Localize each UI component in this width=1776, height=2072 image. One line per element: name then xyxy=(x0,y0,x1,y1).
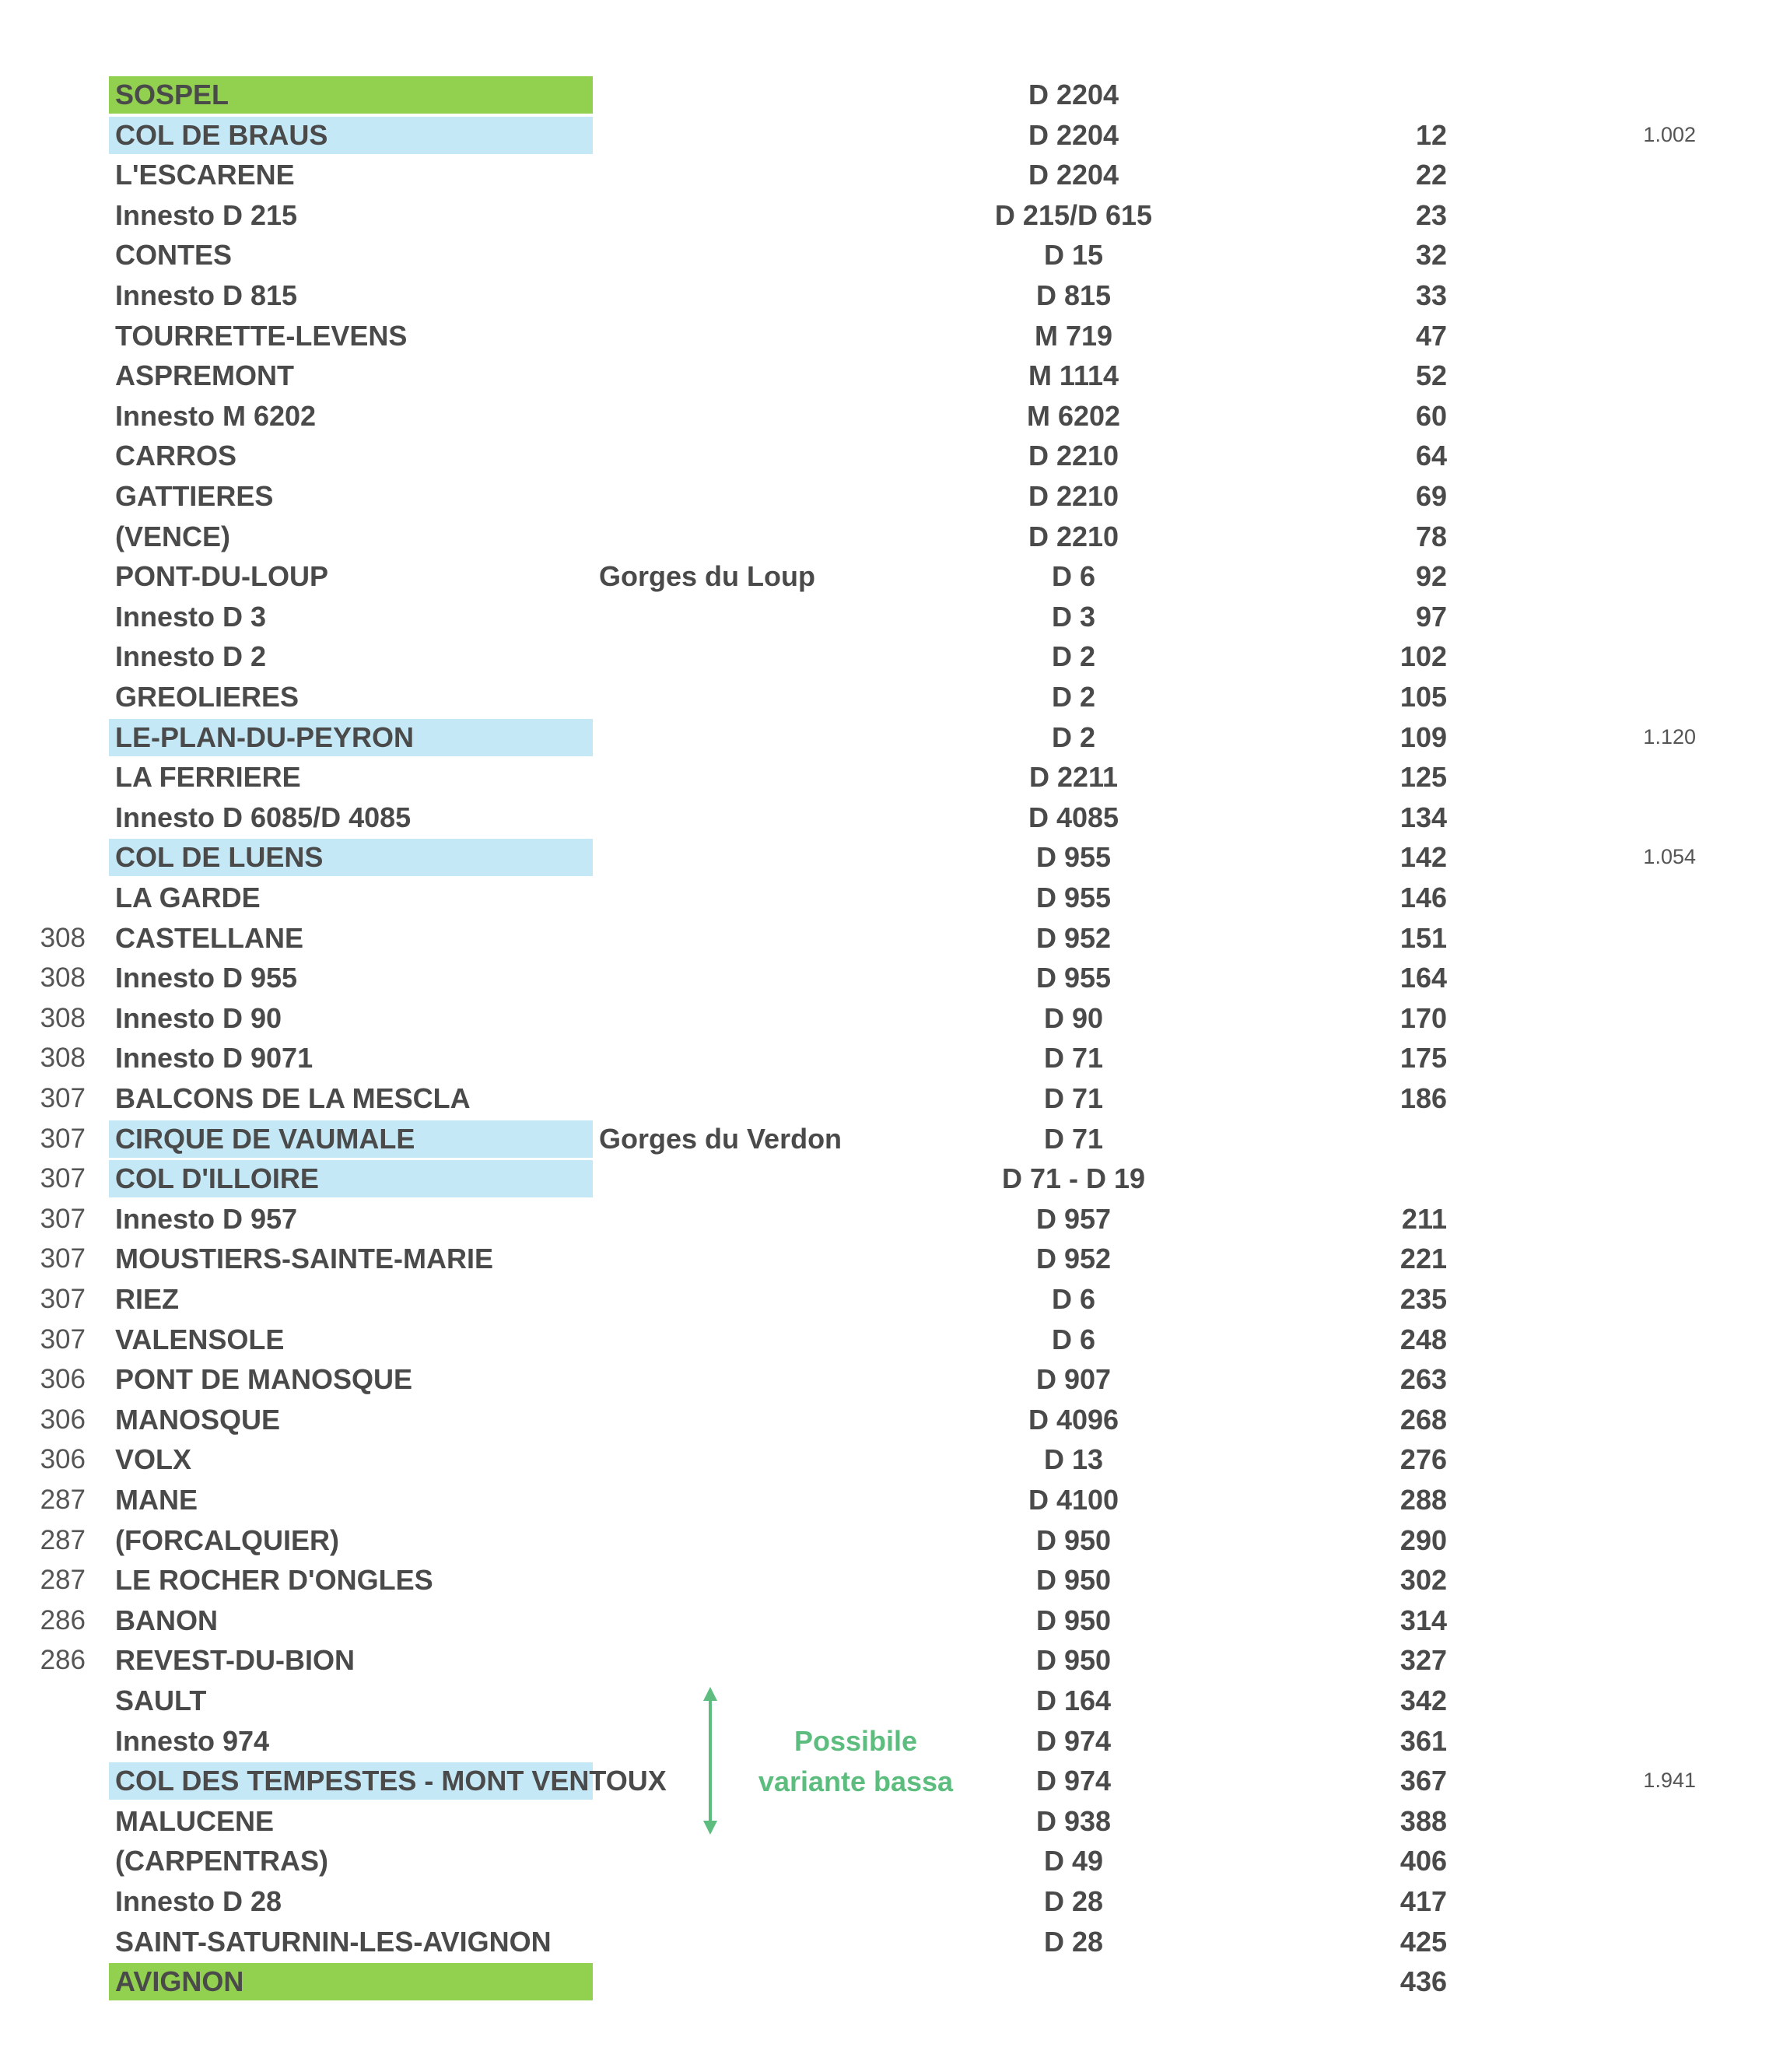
place-name: Innesto M 6202 xyxy=(115,399,317,432)
place-name: CIRQUE DE VAUMALE xyxy=(115,1122,415,1155)
cumulative-km: 33 xyxy=(1415,279,1447,311)
route-row xyxy=(0,597,1776,637)
map-sheet-number: 308 xyxy=(40,1043,86,1074)
cumulative-km: 97 xyxy=(1415,600,1447,633)
place-name: TOURRETTE-LEVENS xyxy=(115,319,408,352)
map-sheet-number: 308 xyxy=(40,1002,86,1033)
place-name: LA GARDE xyxy=(115,882,261,913)
cumulative-km: 92 xyxy=(1415,560,1447,593)
route-row xyxy=(0,998,1776,1039)
place-name: Innesto D 2 xyxy=(115,640,267,673)
road-number: D 938 xyxy=(1035,1804,1112,1837)
cumulative-km: 388 xyxy=(1399,1804,1447,1837)
road-number: D 49 xyxy=(1043,1845,1104,1877)
road-number: D 2211 xyxy=(1028,761,1119,794)
altitude: 1.941 xyxy=(1643,1769,1696,1793)
cumulative-km: 52 xyxy=(1415,359,1447,392)
place-name: SAINT-SATURNIN-LES-AVIGNON xyxy=(115,1925,552,1958)
route-row xyxy=(0,155,1776,195)
cumulative-km: 12 xyxy=(1415,118,1447,151)
road-number: D 950 xyxy=(1035,1523,1112,1556)
road-number: M 1114 xyxy=(1028,359,1119,392)
road-number: D 955 xyxy=(1035,962,1112,994)
cumulative-km: 142 xyxy=(1399,841,1447,874)
route-row xyxy=(0,1078,1776,1119)
route-row xyxy=(0,1560,1776,1600)
route-row xyxy=(0,1119,1776,1159)
route-row xyxy=(0,556,1776,597)
cumulative-km: 290 xyxy=(1399,1523,1447,1556)
place-name: GREOLIERES xyxy=(115,681,300,713)
road-number: D 28 xyxy=(1043,1925,1104,1958)
cumulative-km: 186 xyxy=(1399,1082,1447,1114)
road-number: D 950 xyxy=(1035,1644,1112,1677)
road-number: D 974 xyxy=(1035,1724,1112,1757)
variant-note-line2: variante bassa xyxy=(758,1765,954,1797)
place-name: MOUSTIERS-SAINTE-MARIE xyxy=(115,1243,493,1275)
route-row xyxy=(0,275,1776,316)
route-row xyxy=(0,115,1776,156)
road-number: D 4100 xyxy=(1028,1484,1119,1516)
cumulative-km: 327 xyxy=(1399,1644,1447,1677)
cumulative-km: 125 xyxy=(1399,761,1447,794)
route-row xyxy=(0,1801,1776,1842)
road-number: D 957 xyxy=(1035,1202,1112,1235)
road-number: D 164 xyxy=(1035,1685,1112,1716)
place-name: MANE xyxy=(115,1484,198,1516)
cumulative-km: 69 xyxy=(1415,480,1447,512)
route-row xyxy=(0,1480,1776,1520)
place-name: LE-PLAN-DU-PEYRON xyxy=(115,720,414,753)
place-name: COL DE BRAUS xyxy=(115,118,328,151)
cumulative-km: 276 xyxy=(1399,1443,1447,1476)
route-row xyxy=(0,1841,1776,1881)
cumulative-km: 109 xyxy=(1399,720,1447,753)
place-name: SOSPEL xyxy=(115,79,229,110)
road-number: D 71 xyxy=(1043,1122,1104,1155)
road-number: D 2204 xyxy=(1028,79,1119,110)
cumulative-km: 134 xyxy=(1399,801,1447,833)
route-row xyxy=(0,1359,1776,1400)
road-number: D 215/D 615 xyxy=(994,198,1153,231)
place-name: CASTELLANE xyxy=(115,921,303,954)
place-name: CONTES xyxy=(115,239,233,272)
place-name: Innesto D 9071 xyxy=(115,1042,314,1075)
place-name: REVEST-DU-BION xyxy=(115,1644,356,1677)
road-number: D 815 xyxy=(1035,279,1112,311)
cumulative-km: 146 xyxy=(1399,882,1447,913)
place-name: PONT DE MANOSQUE xyxy=(115,1363,413,1396)
map-sheet-number: 307 xyxy=(40,1203,86,1234)
cumulative-km: 151 xyxy=(1399,921,1447,954)
route-row xyxy=(0,1439,1776,1480)
route-row xyxy=(0,798,1776,838)
road-number: D 2210 xyxy=(1028,440,1119,472)
road-number: D 2 xyxy=(1051,720,1096,753)
cumulative-km: 22 xyxy=(1415,159,1447,191)
map-sheet-number: 307 xyxy=(40,1243,86,1274)
scenic-note: Gorges du Loup xyxy=(599,560,815,593)
route-row xyxy=(0,1922,1776,1962)
route-row xyxy=(0,1320,1776,1360)
place-name: MANOSQUE xyxy=(115,1403,281,1436)
cumulative-km: 406 xyxy=(1399,1845,1447,1877)
cumulative-km: 170 xyxy=(1399,1001,1447,1034)
map-sheet-number: 286 xyxy=(40,1645,86,1676)
cumulative-km: 436 xyxy=(1399,1965,1447,1998)
map-sheet-number: 307 xyxy=(40,1083,86,1113)
road-number: D 71 - D 19 xyxy=(1001,1162,1146,1195)
map-sheet-number: 308 xyxy=(40,922,86,953)
place-name: (CARPENTRAS) xyxy=(115,1845,328,1877)
road-number: D 15 xyxy=(1043,239,1104,272)
place-name: ASPREMONT xyxy=(115,359,295,392)
variant-note-line1: Possibile xyxy=(793,1725,918,1757)
cumulative-km: 175 xyxy=(1399,1042,1447,1075)
place-name: RIEZ xyxy=(115,1283,180,1315)
place-name: COL D'ILLOIRE xyxy=(115,1162,319,1195)
road-number: M 719 xyxy=(1034,319,1113,352)
route-row xyxy=(0,1038,1776,1078)
route-row xyxy=(0,717,1776,758)
route-row xyxy=(0,195,1776,236)
route-row xyxy=(0,476,1776,517)
altitude: 1.054 xyxy=(1643,845,1696,869)
place-name: LE ROCHER D'ONGLES xyxy=(115,1564,433,1597)
map-sheet-number: 307 xyxy=(40,1323,86,1355)
road-number: D 2204 xyxy=(1028,159,1119,191)
place-name: Innesto D 957 xyxy=(115,1202,298,1235)
route-row xyxy=(0,757,1776,798)
route-row xyxy=(0,235,1776,275)
route-row xyxy=(0,1681,1776,1721)
place-name: L'ESCARENE xyxy=(115,159,295,191)
cumulative-km: 342 xyxy=(1399,1685,1447,1716)
road-number: D 13 xyxy=(1043,1443,1104,1476)
place-name: CARROS xyxy=(115,440,237,472)
cumulative-km: 164 xyxy=(1399,962,1447,994)
place-name: SAULT xyxy=(115,1685,207,1716)
altitude: 1.002 xyxy=(1643,122,1696,146)
cumulative-km: 60 xyxy=(1415,399,1447,432)
cumulative-km: 211 xyxy=(1401,1202,1447,1235)
place-name: PONT-DU-LOUP xyxy=(115,560,328,593)
place-name: Innesto D 28 xyxy=(115,1885,282,1917)
cumulative-km: 105 xyxy=(1399,681,1447,713)
place-name: Innesto 974 xyxy=(115,1724,270,1757)
route-row xyxy=(0,636,1776,677)
place-name: LA FERRIERE xyxy=(115,761,301,794)
route-row xyxy=(0,878,1776,918)
map-sheet-number: 287 xyxy=(40,1565,86,1596)
route-row xyxy=(0,316,1776,356)
place-name: BANON xyxy=(115,1604,218,1636)
map-sheet-number: 306 xyxy=(40,1404,86,1435)
place-name: (FORCALQUIER) xyxy=(115,1523,339,1556)
route-row xyxy=(0,677,1776,717)
road-number: D 955 xyxy=(1035,882,1112,913)
route-row xyxy=(0,1640,1776,1681)
road-number: D 28 xyxy=(1043,1885,1104,1917)
road-number: D 4085 xyxy=(1028,801,1119,833)
cumulative-km: 32 xyxy=(1415,239,1447,272)
map-sheet-number: 307 xyxy=(40,1284,86,1314)
cumulative-km: 361 xyxy=(1399,1724,1447,1757)
place-name: Innesto D 215 xyxy=(115,198,298,231)
place-name: (VENCE) xyxy=(115,520,231,552)
cumulative-km: 235 xyxy=(1399,1283,1447,1315)
road-number: D 950 xyxy=(1035,1564,1112,1597)
route-row xyxy=(0,356,1776,396)
cumulative-km: 248 xyxy=(1399,1323,1447,1355)
place-name: Innesto D 955 xyxy=(115,962,298,994)
cumulative-km: 23 xyxy=(1415,198,1447,231)
map-sheet-number: 306 xyxy=(40,1364,86,1395)
route-row xyxy=(0,1520,1776,1561)
road-number: D 6 xyxy=(1051,1323,1096,1355)
place-name: VALENSOLE xyxy=(115,1323,285,1355)
route-row xyxy=(0,1279,1776,1320)
cumulative-km: 64 xyxy=(1415,440,1447,472)
place-name: COL DE LUENS xyxy=(115,841,324,874)
road-number: D 2204 xyxy=(1028,118,1119,151)
cumulative-km: 288 xyxy=(1399,1484,1447,1516)
road-number: D 71 xyxy=(1043,1082,1104,1114)
map-sheet-number: 286 xyxy=(40,1604,86,1636)
map-sheet-number: 307 xyxy=(40,1163,86,1194)
place-name: MALUCENE xyxy=(115,1804,274,1837)
route-row xyxy=(0,517,1776,557)
road-number: D 4096 xyxy=(1028,1403,1119,1436)
scenic-note: Gorges du Verdon xyxy=(599,1122,842,1155)
road-number: D 6 xyxy=(1051,1283,1096,1315)
cumulative-km: 268 xyxy=(1399,1403,1447,1436)
cumulative-km: 425 xyxy=(1399,1925,1447,1958)
road-number: D 2 xyxy=(1051,681,1096,713)
map-sheet-number: 306 xyxy=(40,1444,86,1475)
route-row xyxy=(0,1881,1776,1922)
cumulative-km: 221 xyxy=(1399,1243,1447,1275)
place-name: VOLX xyxy=(115,1443,192,1476)
road-number: D 955 xyxy=(1035,841,1112,874)
place-name: BALCONS DE LA MESCLA xyxy=(115,1082,471,1114)
map-sheet-number: 308 xyxy=(40,962,86,994)
cumulative-km: 367 xyxy=(1399,1765,1447,1797)
place-name: GATTIERES xyxy=(115,480,274,512)
route-row xyxy=(0,1159,1776,1199)
route-row xyxy=(0,396,1776,436)
altitude: 1.120 xyxy=(1643,724,1696,749)
route-row xyxy=(0,837,1776,878)
road-number: D 6 xyxy=(1051,560,1096,593)
road-number: D 2210 xyxy=(1028,520,1119,552)
road-number: M 6202 xyxy=(1026,399,1121,432)
cumulative-km: 78 xyxy=(1415,520,1447,552)
cumulative-km: 263 xyxy=(1399,1363,1447,1396)
route-row xyxy=(0,1199,1776,1239)
road-number: D 952 xyxy=(1035,1243,1112,1275)
place-name: AVIGNON xyxy=(115,1965,244,1998)
route-row xyxy=(0,1962,1776,2002)
cumulative-km: 314 xyxy=(1399,1604,1447,1636)
cumulative-km: 102 xyxy=(1399,640,1447,673)
double-arrow-vertical-icon xyxy=(699,1687,722,1835)
road-number: D 952 xyxy=(1035,921,1112,954)
road-number: D 2 xyxy=(1051,640,1096,673)
road-number: D 3 xyxy=(1051,600,1096,633)
cumulative-km: 47 xyxy=(1415,319,1447,352)
cumulative-km: 302 xyxy=(1399,1564,1447,1597)
route-row xyxy=(0,1400,1776,1440)
route-row xyxy=(0,958,1776,998)
route-row xyxy=(0,75,1776,115)
route-row xyxy=(0,1600,1776,1641)
route-row xyxy=(0,1239,1776,1279)
place-name: Innesto D 6085/D 4085 xyxy=(115,801,412,833)
route-row xyxy=(0,436,1776,476)
map-sheet-number: 287 xyxy=(40,1485,86,1515)
road-number: D 90 xyxy=(1043,1001,1104,1034)
road-number: D 950 xyxy=(1035,1604,1112,1636)
place-name: COL DES TEMPESTES - MONT VENTOUX xyxy=(115,1765,667,1797)
map-sheet-number: 287 xyxy=(40,1524,86,1555)
road-number: D 71 xyxy=(1043,1042,1104,1075)
place-name: Innesto D 3 xyxy=(115,600,267,633)
road-number: D 907 xyxy=(1035,1363,1112,1396)
road-number: D 974 xyxy=(1035,1765,1112,1797)
place-name: Innesto D 90 xyxy=(115,1001,282,1034)
place-name: Innesto D 815 xyxy=(115,279,298,311)
route-row xyxy=(0,918,1776,959)
cumulative-km: 417 xyxy=(1399,1885,1447,1917)
map-sheet-number: 307 xyxy=(40,1123,86,1154)
road-number: D 2210 xyxy=(1028,480,1119,512)
